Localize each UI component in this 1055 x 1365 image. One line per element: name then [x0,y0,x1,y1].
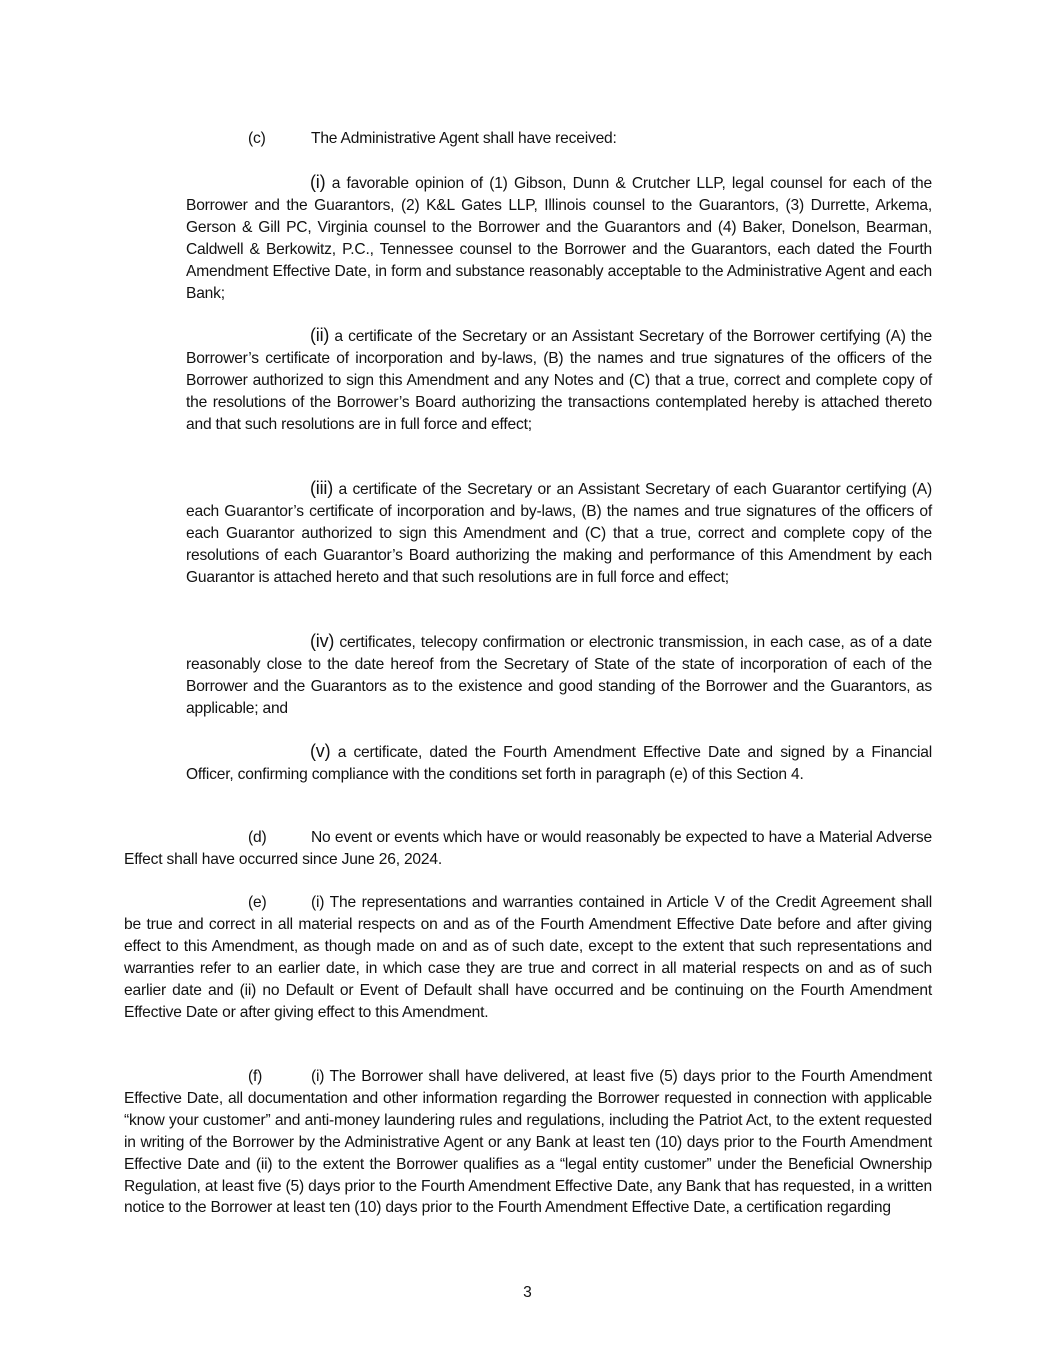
item-v-number: (v) [310,741,331,761]
item-ii [186,325,932,436]
section-d-text: No event or events which have or would reasonably be expected to have a Material Adverse Effect shall have occurred since June 26, 2024. [124,829,932,868]
item-v-text: a certificate, dated the Fourth Amendment Effective Date and signed by a Financial Officer, confirming compliance with the conditions set forth in paragraph (e) of this Section 4. [186,744,932,783]
section-f-label: (f) [248,1068,263,1085]
item-iii-text: a certificate of the Secretary or an Assistant Secretary of each Guarantor certifying (A) each Guarantor’s certificate of incorporation and by-laws, (B) the names and true signatures of the officers of each Guarantor authorized to sign this Amendment and (C) that a true, correct and complete copy of the resolutions of each Guarantor’s Board authorizing the making and performance of this Amendment by each Guarantor is attached hereto and that such resolutions are in full force and effect; [186,481,932,586]
section-e [124,892,932,1023]
item-iii-number: (iii) [310,478,333,498]
item-ii-text: a certificate of the Secretary or an Assistant Secretary of the Borrower certifying (A) the Borrower’s certificate of incorporation and by-laws, (B) the names and true signatures of the officers of the Borrower authorized to sign this Amendment and any Notes and (C) that a true, correct and complete copy of the resolutions of the Borrower’s Board authorizing the transactions contemplated hereby is attached thereto and that such resolutions are in full force and effect; [186,328,932,433]
section-e-text: (i) The representations and warranties contained in Article V of the Credit Agreement shall be true and correct in all material respects on and as of the Fourth Amendment Effective Date before and after giving effect to this Amendment, as though made on and as of such date, except to the extent that such representations and warranties refer to an earlier date, in which case they are true and correct in all material respects on and as of such earlier date and (ii) no Default or Event of Default shall have occurred and be continuing on the Fourth Amendment Effective Date or after giving effect to this Amendment. [124,894,932,1021]
item-i [186,172,932,304]
section-c [248,128,948,150]
section-e-label: (e) [248,894,267,911]
item-iv [186,631,932,720]
section-c-label: (c) [248,130,266,147]
item-iv-text: certificates, telecopy confirmation or electronic transmission, in each case, as of a date reasonably close to the date hereof from the Secretary of State of the state of incorporation of each of the Borrower and the Guarantors as to the existence and good standing of the Borrower and the Guarantors, as applicable; and [186,634,932,717]
section-d [124,827,932,871]
section-d-label: (d) [248,829,267,846]
item-iv-number: (iv) [310,631,335,651]
item-i-text: a favorable opinion of (1) Gibson, Dunn & Crutcher LLP, legal counsel for each of the Borrower and the Guarantors, (2) K&L Gates LLP, Illinois counsel to the Guarantors, (3) Durrette, Arkema, Gerson & Gill PC, Virginia counsel to the Borrower and the Guarantors and (4) Baker, Donelson, Bearman, Caldwell & Berkowitz, P.C., Tennessee counsel to the Borrower and the Guarantors, each dated the Fourth Amendment Effective Date, in form and substance reasonably acceptable to the Administrative Agent and each Bank; [186,175,932,302]
item-iii [186,478,932,589]
item-i-number: (i) [310,172,326,192]
section-f [124,1066,932,1219]
item-v [186,741,932,786]
item-ii-number: (ii) [310,325,330,345]
section-c-text: The Administrative Agent shall have received: [311,130,617,147]
section-f-text: (i) The Borrower shall have delivered, at least five (5) days prior to the Fourth Amendment Effective Date, all documentation and other information regarding the Borrower requested in connection with applicable “know your customer” and anti-money laundering rules and regulations, including the Patriot Act, to the extent requested in writing of the Borrower by the Administrative Agent or any Bank at least ten (10) days prior to the Fourth Amendment Effective Date and (ii) to the extent the Borrower qualifies as a “legal entity customer” under the Beneficial Ownership Regulation, at least five (5) days prior to the Fourth Amendment Effective Date, any Bank that has requested, in a written notice to the Borrower at least ten (10) days prior to the Fourth Amendment Effective Date, a certification regarding [124,1068,932,1217]
page-number: 3 [523,1284,532,1301]
